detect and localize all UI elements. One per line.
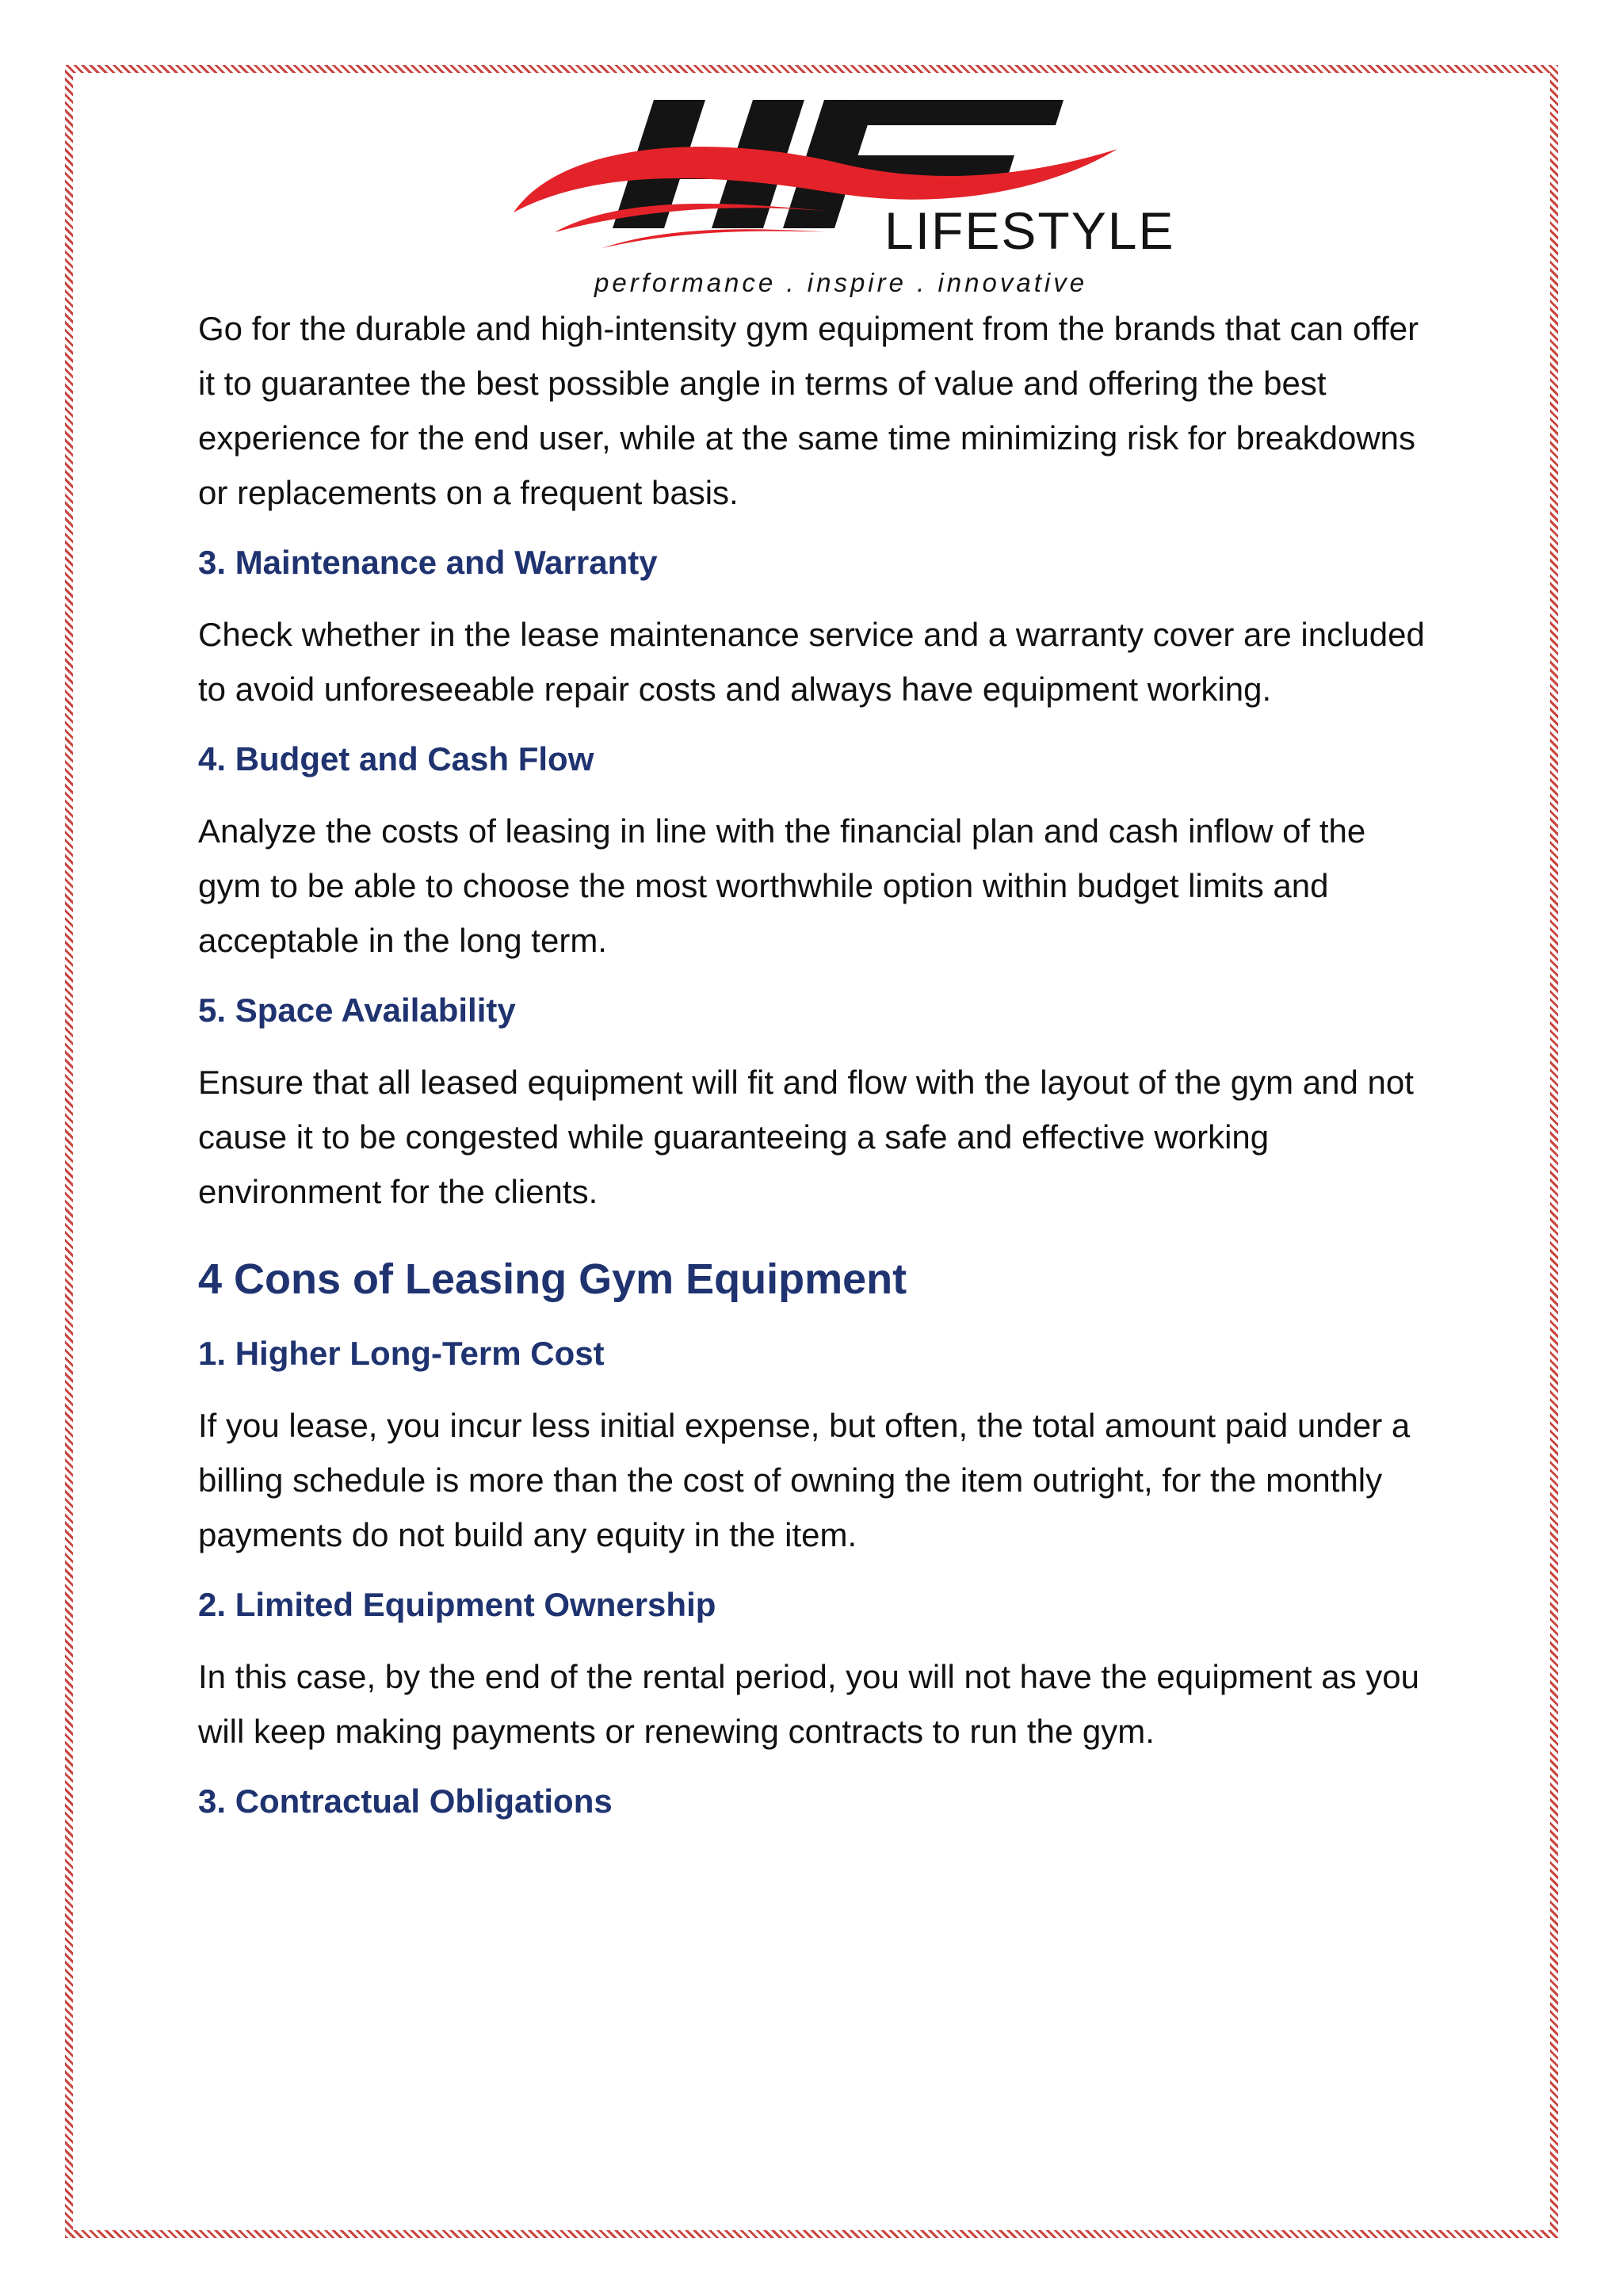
section-body-maintenance: Check whether in the lease maintenance service and a warranty cover are included to avoid unforeseeable repair costs and always have equipment working. [198,616,1425,708]
section-heading-budget: 4. Budget and Cash Flow [198,740,594,777]
section-heading-maintenance: 3. Maintenance and Warranty [198,544,658,581]
cons-heading-ownership: 2. Limited Equipment Ownership [198,1586,716,1623]
svg-text:LIFESTYLE: LIFESTYLE [884,201,1175,260]
document-content [198,301,1434,1846]
cons-body-ownership: In this case, by the end of the rental period, you will not have the equipment as you will keep making payments or renewing contracts to run the gym. [198,1658,1419,1750]
intro-paragraph: Go for the durable and high-intensity gym equipment from the brands that can offer it to guarantee the best possible angle in terms of value and offering the best experience for the end user, while at the same time minimizing risk for breakdowns or replacements on a frequent basis. [198,310,1419,511]
cons-heading-long-term-cost: 1. Higher Long-Term Cost [198,1335,605,1372]
cons-body-long-term-cost: If you lease, you incur less initial expense, but often, the total amount paid under a billing schedule is more than the cost of owning the item outright, for the monthly payments do not build any equity in the item. [198,1407,1411,1553]
hf-lifestyle-logo-icon [507,94,1175,308]
section-heading-space: 5. Space Availability [198,991,516,1029]
section-body-budget: Analyze the costs of leasing in line with the financial plan and cash inflow of the gym to be able to choose the most worthwhile option within budget limits and acceptable in the long term. [198,812,1366,959]
cons-heading-contractual: 3. Contractual Obligations [198,1782,613,1820]
section-body-space: Ensure that all leased equipment will fit and flow with the layout of the gym and not cause it to be congested while guaranteeing a safe and effective working environment for the clients. [198,1064,1414,1210]
svg-text:performance . inspire . innova: performance . inspire . innovative [594,268,1088,297]
cons-title: 4 Cons of Leasing Gym Equipment [198,1255,907,1303]
brand-logo [507,94,1175,308]
